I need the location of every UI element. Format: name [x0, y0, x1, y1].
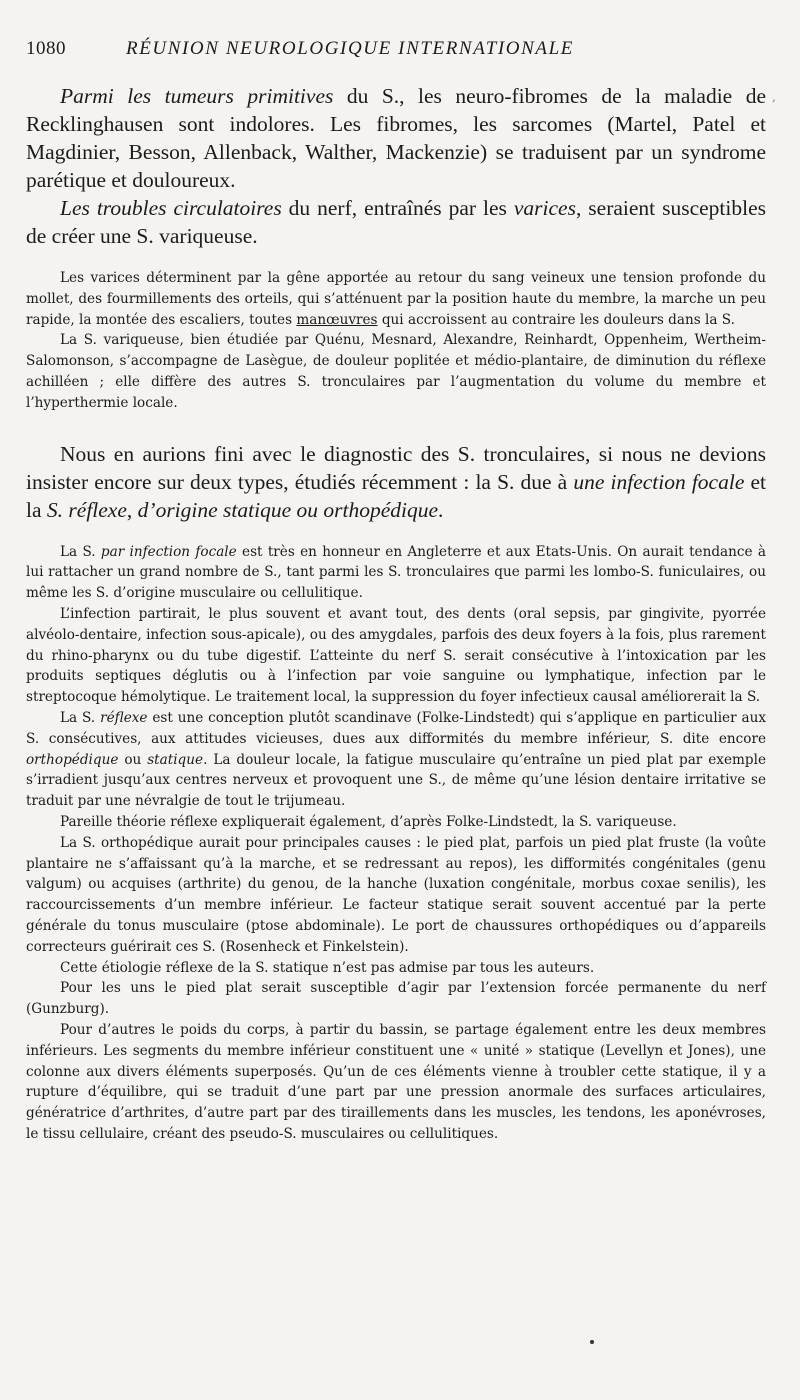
- paragraph-pareille-theorie: [26, 812, 766, 833]
- paragraph-infection-focale: [26, 542, 766, 604]
- paragraph-poids-du-corps: [26, 1020, 766, 1145]
- margin-mark: ,: [772, 90, 776, 104]
- text: Pour d’autres le poids du corps, à partir du bassin, se partage également entre les deux membres inférieurs. Les segments du membre inférieur constituent une « unité » statique (Levellyn et Jones), une colonne aux divers éléments superposés. Qu’un de ces éléments vienne à troubler cette statique, il y a rupture d’équilibre, qui se traduit d’une part par une pression anormale des surfaces articulaires, génératrice d’arthrites, d’autre part par des tiraillements dans les muscles, les tendons, les aponévroses, le tissu cellulaire, créant des pseudo-S. musculaires ou cellulitiques.: [26, 1021, 766, 1142]
- text: ,: [126, 497, 138, 522]
- text: est très en honneur en Angleterre et aux Etats-Unis. On aurait tendance à lui rattacher un grand nombre de S., tant parmi les S. tronculaires que parmi les lombo-S. funiculaires, ou même les S. d’origine musculaire ou cellulitique.: [26, 543, 766, 602]
- text: La S.: [60, 543, 101, 560]
- paragraph-s-variqueuse: [26, 330, 766, 413]
- underlined-word: manœuvres: [296, 311, 378, 328]
- text: Pour les uns le pied plat serait susceptible d’agir par l’extension forcée permanente du nerf (Gunzburg).: [26, 980, 766, 1018]
- text: du nerf, entraînés par les: [281, 196, 514, 220]
- emphasis: orthopédique: [26, 751, 119, 768]
- paragraph-tumeurs: [26, 82, 766, 194]
- emphasis: Les troubles circulatoires: [60, 196, 282, 220]
- paragraph-diagnostic: [26, 440, 766, 524]
- text: et la: [26, 469, 766, 522]
- text: qui accroissent au contraire les douleurs dans la S.: [377, 311, 735, 328]
- text: L’infection partirait, le plus souvent et avant tout, des dents (oral sepsis, par gingivite, pyorrée alvéolo-dentaire, infection sous-apicale), ou des amygdales, parfois des deux foyers à la fois, plus rarement du rhino-pharynx ou du tube digestif. L’atteinte du nerf S. serait consécutive à l’intoxication par les produits septiques déglutis ou à l’infection par voie sanguine ou lymphatique, infection par le streptocoque hémolytique. Le traitement local, la suppression du foyer infectieux causal améliorerait la S.: [26, 605, 766, 706]
- text: ou: [118, 751, 148, 768]
- emphasis: statique: [147, 751, 204, 768]
- emphasis: varices: [513, 196, 576, 220]
- text: .: [438, 497, 444, 522]
- paragraph-s-orthopedique: [26, 833, 766, 958]
- text: Cette étiologie réflexe de la S. statique n’est pas admise par tous les auteurs.: [60, 959, 595, 976]
- print-speck: [590, 1340, 594, 1344]
- emphasis: S. réflexe: [46, 497, 127, 522]
- book-page: [26, 38, 766, 1145]
- text: . La douleur locale, la fatigue musculaire qu’entraîne un pied plat par exemple s’irradient jusqu’aux centres nerveux et provoquent une S., de même qu’une lésion dentaire irritative se traduit par une névralgie de tout le trijumeau.: [26, 751, 766, 810]
- text: La S. variqueuse, bien étudiée par Quénu, Mesnard, Alexandre, Reinhardt, Oppenheim, Wertheim-Salomonson, s’accompagne de Lasègue, de douleur poplitée et médio-plantaire, de diminution du réflexe achilléen ; elle diffère des autres S. tronculaires par l’augmentation du volume du membre et l’hyperthermie locale.: [26, 332, 766, 411]
- text: est une conception plutôt scandinave (Folke-Lindstedt) qui s’applique en particulier aux S. consécutives, aux attitudes vicieuses, dues aux difformités du membre inférieur, S. dite encore: [26, 709, 766, 747]
- paragraph-infection-partirait: [26, 604, 766, 708]
- page-number: 1080: [26, 38, 66, 59]
- text: , seraient susceptibles de créer une S. variqueuse.: [26, 196, 766, 248]
- text: Les varices déterminent par la gêne apportée au retour du sang veineux une tension profonde du mollet, des fourmillements des orteils, qui s’atténuent par la position haute du membre, la marche un peu rapide, la montée des escaliers, toutes: [26, 270, 766, 328]
- text: du S., les neuro-fibromes de la maladie de Recklinghausen sont indolores. Les fibromes, les sarcomes (Martel, Patel et Magdinier, Besson, Allenback, Walther, Mackenzie) se traduisent par un syndrome parétique et douloureux.: [26, 84, 767, 192]
- paragraph-troubles-circulatoires: [26, 194, 766, 250]
- emphasis: d’origine statique ou orthopédique: [137, 497, 439, 522]
- text: La S. orthopédique aurait pour principales causes : le pied plat, parfois un pied plat fruste (la voûte plantaire ne s’affaissant qu’à la marche, et se redressant au repos), les difformités congénitales (genu valgum) ou acquises (arthrite) du genou, de la hanche (luxation congénitale, morbus coxae senilis), les raccourcissements d’un membre inférieur. Le facteur statique serait souvent accentué par la perte générale du tonus musculaire (ptose abdominale). Le port de chaussures orthopédiques ou d’appareils correcteurs guérirait ces S. (Rosenheck et Finkelstein).: [26, 834, 766, 955]
- page-header: [26, 38, 766, 82]
- text: Nous en aurions fini avec le diagnostic des S. tronculaires, si nous ne devions insister encore sur deux types, étudiés récemment : la S. due à: [26, 441, 766, 494]
- emphasis: réflexe: [100, 709, 148, 726]
- paragraph-etiologie: [26, 958, 766, 979]
- emphasis: par infection focale: [100, 543, 237, 560]
- paragraph-varices: [26, 268, 766, 330]
- emphasis: Parmi les tumeurs primitives: [60, 84, 334, 108]
- emphasis: une infection focale: [573, 469, 745, 494]
- running-title: RÉUNION NEUROLOGIQUE INTERNATIONALE: [126, 38, 574, 59]
- paragraph-pied-plat: [26, 978, 766, 1020]
- text: La S.: [60, 709, 101, 726]
- text: Pareille théorie réflexe expliquerait également, d’après Folke-Lindstedt, la S. variqueuse.: [60, 813, 677, 830]
- paragraph-s-reflexe: [26, 708, 766, 812]
